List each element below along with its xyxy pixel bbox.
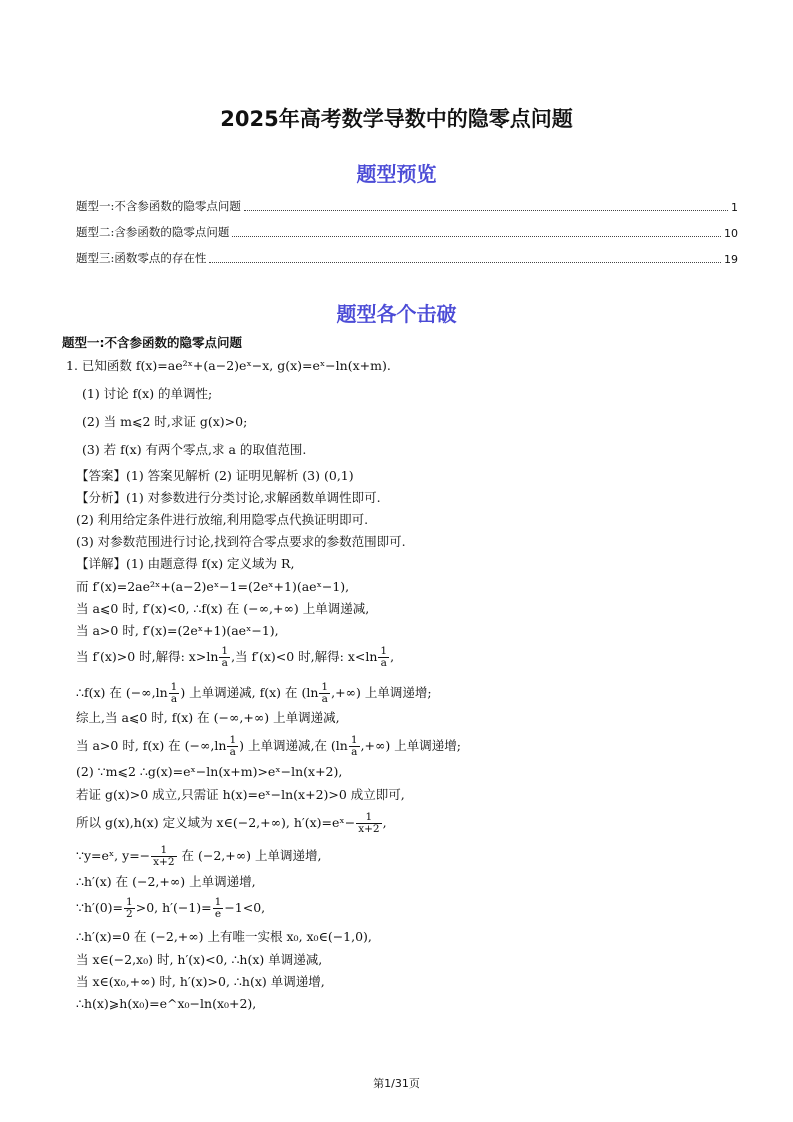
toc-entry-3[interactable] [76, 250, 738, 266]
fraction-one-over-a: $\frac{1}{a}$ [350, 734, 358, 759]
detail-line-1: 【详解】(1) 由题意得 f(x) 定义域为 R, [76, 556, 295, 571]
preview-heading: 题型预览 [356, 162, 437, 186]
fraction-one-over-a: $\frac{1}{a}$ [321, 681, 329, 706]
detail-line-14: ∵h′(0)= $\frac{1}{2}$ >0, h′(−1)= $\frac{1}{e}$ −1<0, [76, 896, 266, 921]
detail-line-11: 所以 g(x),h(x) 定义域为 x∈(−2,+∞), h′(x)=eˣ− $\frac{1}{x+2}$ , [76, 811, 387, 836]
detail-line-17: 当 x∈(x₀,+∞) 时, h′(x)>0, ∴h(x) 单调递增, [76, 974, 325, 989]
toc-page-number: 1 [731, 201, 738, 214]
toc-label: 题型三:函数零点的存在性 [76, 251, 207, 265]
document-title: 2025年高考数学导数中的隐零点问题 [220, 107, 573, 131]
analysis-line-2: (2) 利用给定条件进行放缩,利用隐零点代换证明即可. [76, 512, 369, 527]
page-footer: 第1/31页 [373, 1077, 420, 1090]
fraction-one-over-x-plus-2: $\frac{1}{x+2}$ [153, 844, 175, 869]
type1-heading: 题型一:不含参函数的隐零点问题 [62, 335, 242, 350]
breakthrough-heading: 题型各个击破 [336, 302, 457, 326]
detail-line-12: ∵y=eˣ, y=− $\frac{1}{x+2}$ 在 (−2,+∞) 上单调递增, [76, 844, 322, 869]
answer-line: 【答案】(1) 答案见解析 (2) 证明见解析 (3) (0,1) [76, 468, 354, 483]
problem-stem: 1. 已知函数 f(x)=ae²ˣ+(a−2)eˣ−x, g(x)=eˣ−ln(x+m). [66, 358, 391, 373]
analysis-line-1: 【分析】(1) 对参数进行分类讨论,求解函数单调性即可. [76, 490, 381, 505]
toc-leader [232, 236, 721, 237]
detail-line-6: ∴f(x) 在 (−∞,ln $\frac{1}{a}$ ) 上单调递减, f(x) 在 (ln $\frac{1}{a}$ ,+∞) 上单调递增; [76, 681, 432, 706]
problem-part-2: (2) 当 m⩽2 时,求证 g(x)>0; [82, 414, 248, 429]
detail-line-2: 而 f′(x)=2ae²ˣ+(a−2)eˣ−1=(2eˣ+1)(aeˣ−1), [76, 579, 350, 594]
fraction-one-over-a: $\frac{1}{a}$ [380, 645, 388, 670]
toc-leader [209, 262, 721, 263]
fraction-one-over-e: $\frac{1}{e}$ [214, 896, 222, 921]
fraction-one-over-x-plus-2: $\frac{1}{x+2}$ [358, 811, 380, 836]
detail-line-4: 当 a>0 时, f′(x)=(2eˣ+1)(aeˣ−1), [76, 623, 279, 638]
problem-part-3: (3) 若 f(x) 有两个零点,求 a 的取值范围. [82, 442, 307, 457]
fraction-one-over-a: $\frac{1}{a}$ [229, 734, 237, 759]
detail-line-16: 当 x∈(−2,x₀) 时, h′(x)<0, ∴h(x) 单调递减, [76, 952, 323, 967]
detail-line-13: ∴h′(x) 在 (−2,+∞) 上单调递增, [76, 874, 256, 889]
detail-line-18: ∴h(x)⩾h(x₀)=e^x₀−ln(x₀+2), [76, 996, 257, 1011]
fraction-one-over-a: $\frac{1}{a}$ [221, 645, 229, 670]
fraction-one-half: $\frac{1}{2}$ [126, 896, 133, 921]
toc-page-number: 19 [724, 253, 738, 266]
toc-entry-2[interactable] [76, 224, 738, 240]
toc-label: 题型二:含参函数的隐零点问题 [76, 225, 230, 239]
detail-line-8: 当 a>0 时, f(x) 在 (−∞,ln $\frac{1}{a}$ ) 上单调递减,在 (ln $\frac{1}{a}$ ,+∞) 上单调递增; [76, 734, 461, 759]
detail-line-10: 若证 g(x)>0 成立,只需证 h(x)=eˣ−ln(x+2)>0 成立即可, [76, 787, 405, 802]
detail-line-7: 综上,当 a⩽0 时, f(x) 在 (−∞,+∞) 上单调递减, [76, 710, 340, 725]
toc-page-number: 10 [724, 227, 738, 240]
detail-line-9: (2) ∵m⩽2 ∴g(x)=eˣ−ln(x+m)>eˣ−ln(x+2), [76, 764, 343, 779]
toc-entry-1[interactable] [76, 198, 738, 214]
detail-line-5: 当 f′(x)>0 时,解得: x>ln $\frac{1}{a}$ ,当 f′(x)<0 时,解得: x<ln $\frac{1}{a}$ , [76, 645, 395, 670]
problem-part-1: (1) 讨论 f(x) 的单调性; [82, 386, 213, 401]
toc-leader [244, 210, 728, 211]
analysis-line-3: (3) 对参数范围进行讨论,找到符合零点要求的参数范围即可. [76, 534, 406, 549]
detail-line-15: ∴h′(x)=0 在 (−2,+∞) 上有唯一实根 x₀, x₀∈(−1,0), [76, 929, 372, 944]
detail-line-3: 当 a⩽0 时, f′(x)<0, ∴f(x) 在 (−∞,+∞) 上单调递减, [76, 601, 370, 616]
toc-label: 题型一:不含参函数的隐零点问题 [76, 199, 241, 213]
fraction-one-over-a: $\frac{1}{a}$ [170, 681, 178, 706]
